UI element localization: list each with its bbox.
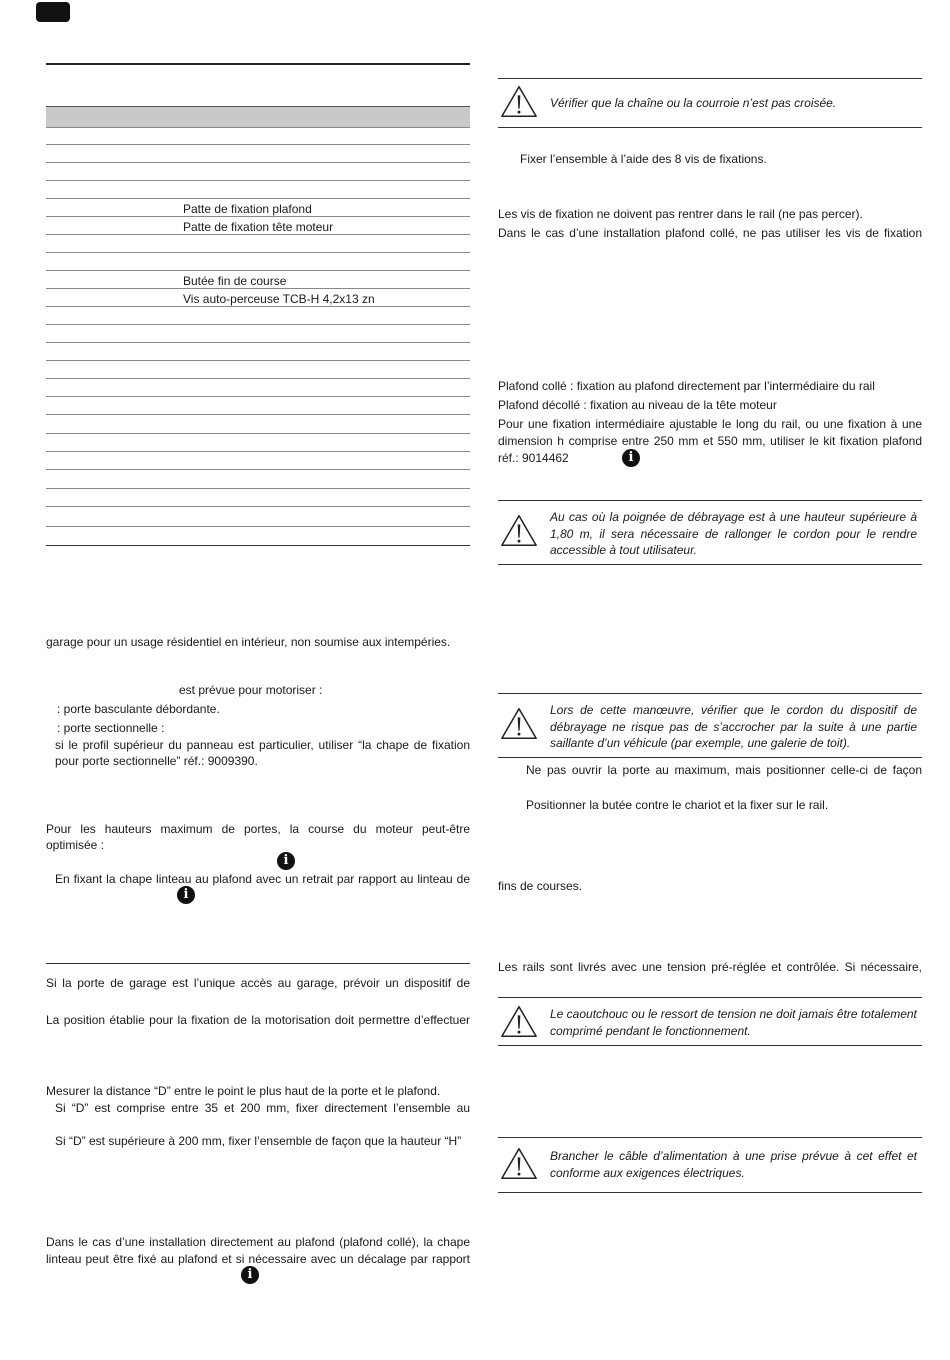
table-row-divider [46, 506, 470, 507]
warning-rule [498, 757, 922, 758]
position-text: La position établie pour la fixation de la motorisation doit permettre d’effectuer [46, 1013, 470, 1027]
fixation-intermediaire-text: dimension h comprise entre 250 mm et 550 mm, utiliser le kit fixation plafond [498, 434, 922, 448]
unique-acces-text: Si la porte de garage est l’unique accès au garage, prévoir un dispositif de [46, 976, 470, 990]
sectionnelle-text: : porte sectionnelle : [57, 721, 165, 735]
colle-text: Dans le cas d’une installation directement au plafond (plafond collé), la chape [46, 1235, 470, 1249]
hauteurs-text: optimisée : [46, 838, 105, 852]
table-row-divider [46, 469, 470, 470]
table-row-divider [46, 488, 470, 489]
warning-triangle-icon [500, 513, 538, 549]
table-row-divider [46, 396, 470, 397]
table-cell-item: Patte de fixation tête moteur [183, 220, 334, 234]
hauteurs-text: Pour les hauteurs maximum de portes, la course du moteur peut-être [46, 822, 470, 836]
warning-triangle-icon [500, 84, 538, 120]
warning-rule [498, 997, 922, 998]
table-row-divider [46, 180, 470, 181]
info-icon: i [277, 852, 295, 870]
plafond-colle-text: Plafond collé : fixation au plafond directement par l’intermédiaire du rail [498, 379, 875, 393]
fixer-text: Fixer l’ensemble à l’aide des 8 vis de fixations. [520, 152, 767, 166]
basculante-text: : porte basculante débordante. [57, 702, 220, 716]
fixation-intermediaire-text: réf.: 9014462 [498, 451, 569, 465]
warning-triangle-icon [500, 1004, 538, 1040]
table-row-divider [46, 252, 470, 253]
table-row-divider [46, 144, 470, 145]
table-row-divider [46, 342, 470, 343]
table-row-divider [46, 526, 470, 527]
table-cell-item: Butée fin de course [183, 274, 287, 288]
warning-rule [498, 500, 922, 501]
warning-rule [498, 1192, 922, 1193]
mesurer-text: Mesurer la distance “D” entre le point le plus haut de la porte et le plafond. [46, 1084, 441, 1098]
table-row-divider [46, 162, 470, 163]
section-rule [46, 63, 470, 65]
table-cell-item: Patte de fixation plafond [183, 202, 312, 216]
rails-text: Les rails sont livrés avec une tension pré-réglée et contrôlée. Si nécessaire, [498, 960, 922, 974]
table-row-divider [46, 433, 470, 434]
table-header [46, 106, 470, 128]
table-cell-item: Vis auto-perceuse TCB-H 4,2x13 zn [183, 292, 375, 306]
info-icon: i [622, 449, 640, 467]
warning-text: Le caoutchouc ou le ressort de tension ne doit jamais être totalement comprimé pendant le fonctionnement. [550, 1007, 917, 1038]
table-row-divider [46, 127, 470, 128]
warning-rule [498, 1137, 922, 1138]
table-row-divider [46, 414, 470, 415]
fixation-intermediaire-text: Pour une fixation intermédiaire ajustable le long du rail, ou une fixation à une [498, 417, 922, 431]
page-tab-marker [36, 2, 70, 22]
vis-colle-text: Dans le cas d’une installation plafond collé, ne pas utiliser les vis de fixation [498, 226, 922, 240]
prevue-text: est prévue pour motoriser : [179, 683, 323, 697]
profil-text: pour porte sectionnelle” réf.: 9009390. [55, 754, 258, 768]
fins-text: fins de courses. [498, 879, 583, 893]
profil-text: si le profil supérieur du panneau est particulier, utiliser “la chape de fixation [55, 738, 470, 752]
warning-rule [498, 1045, 922, 1046]
warning-text: Brancher le câble d’alimentation à une prise prévue à cet effet et conforme aux exigences électriques. [550, 1149, 917, 1180]
usage-text: garage pour un usage résidentiel en intérieur, non soumise aux intempéries. [46, 635, 451, 649]
table-row-divider [46, 270, 470, 271]
info-icon: i [177, 886, 195, 904]
chape-text: En fixant la chape linteau au plafond avec un retrait par rapport au linteau de [55, 872, 470, 886]
vis-text: Les vis de fixation ne doivent pas rentrer dans le rail (ne pas percer). [498, 207, 863, 221]
warning-triangle-icon [500, 706, 538, 742]
warning-triangle-icon [500, 1146, 538, 1182]
plafond-decolle-text: Plafond décollé : fixation au niveau de la tête moteur [498, 398, 777, 412]
info-icon: i [241, 1266, 259, 1284]
table-row-divider [46, 198, 470, 199]
warning-rule [498, 78, 922, 79]
section-rule [46, 963, 470, 964]
warning-text: Lors de cette manœuvre, vérifier que le cordon du dispositif de débrayage ne risque pas de s’accrocher par la suite à une partie saillante d’un véhicule (par exemple, une galerie de toit). [550, 703, 917, 750]
warning-rule [498, 693, 922, 694]
warning-text: Vérifier que la chaîne ou la courroie n’est pas croisée. [550, 96, 837, 110]
colle-text: linteau peut être fixé au plafond et si nécessaire avec un décalage par rapport [46, 1252, 470, 1266]
butee-text: Positionner la butée contre le chariot et la fixer sur le rail. [526, 798, 829, 812]
warning-text: Au cas où la poignée de débrayage est à une hauteur supérieure à 1,80 m, il sera nécessaire de rallonger le cordon pour le rendre accessible à tout utilisateur. [550, 510, 917, 557]
warning-rule [498, 564, 922, 565]
warning-rule [498, 127, 922, 128]
ouvrir-text: Ne pas ouvrir la porte au maximum, mais positionner celle-ci de façon [526, 763, 922, 777]
table-row-divider [46, 378, 470, 379]
d200-text: Si “D” est supérieure à 200 mm, fixer l’ensemble de façon que la hauteur “H” [55, 1134, 462, 1148]
table-bottom-rule [46, 545, 470, 546]
table-row-divider [46, 324, 470, 325]
table-row-divider [46, 360, 470, 361]
d35-text: Si “D” est comprise entre 35 et 200 mm, fixer directement l’ensemble au [55, 1101, 470, 1115]
table-row-divider [46, 451, 470, 452]
